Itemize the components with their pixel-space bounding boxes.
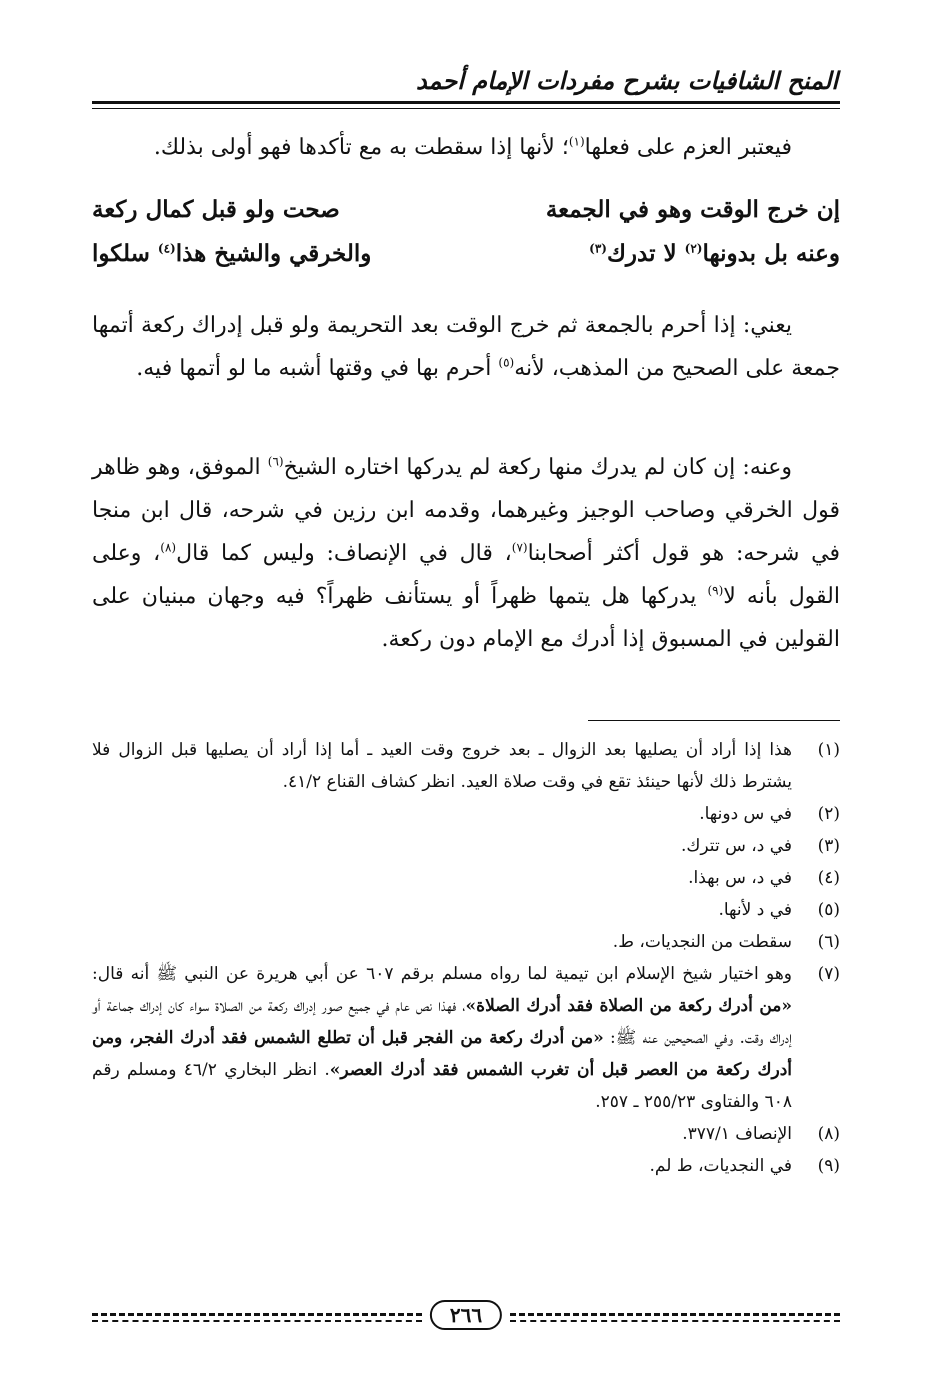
footnote-9 (92, 1150, 840, 1182)
para3-text-c: ، قال في الإنصاف: وليس كما قال (176, 541, 512, 566)
footnote-7-text-e: . انظر البخاري ٤٦/٢ ومسلم رقم ٦٠٨ والفتاوى ٢٥٥/٢٣ ـ ٢٥٧. (92, 1060, 792, 1112)
footnote-number: (٦) (817, 932, 840, 952)
footnote-7-text-c: ، فهذا نص عام في جميع صور إدراك ركعة من الصلاة سواء كان إدراك جماعة أو إدراك وقت. وفي الصحيحين عنه ﷺ: (92, 996, 792, 1048)
footnote-number: (٣) (817, 836, 840, 856)
footnote-ref-4: (٤) (157, 241, 176, 256)
hadith-quote-2: «من أدرك ركعة من الفجر قبل أن تطلع الشمس فقد أدرك الفجر، ومن أدرك ركعة من العصر قبل أن تغرب الشمس فقد أدرك العصر» (92, 1028, 792, 1080)
footnote-7 (92, 958, 840, 1118)
verse-block (92, 196, 840, 284)
footnote-text: الإنصاف ٣٧٧/١. (682, 1124, 792, 1144)
para1-text-a: فيعتبر العزم على فعلها (584, 135, 792, 160)
footnote-ref-5: (٥) (498, 355, 515, 370)
hadith-quote-1: «من أدرك ركعة من الصلاة فقد أدرك الصلاة» (465, 996, 792, 1016)
footnote-4 (92, 862, 840, 894)
footnote-text: في د، س بهذا. (688, 868, 792, 888)
page-number: ٢٦٦ (430, 1300, 502, 1330)
para3-text-b: الموفق، وهو ظاهر قول الخرقي وصاحب الوجيز وغيرهما، وقدمه ابن رزين في شرحه، قال ابن منجا في شرحه: هو قول أكثر أصحابنا (92, 455, 841, 566)
verse-2-left-text-a: والخرقي والشيخ هذا (175, 240, 372, 267)
para2-text-b: أحرم بها في وقتها أشبه ما لو أتمها فيه. (136, 356, 499, 381)
footnote-separator (588, 720, 840, 721)
running-header: المنح الشافيات بشرح مفردات الإمام أحمد (415, 66, 838, 95)
header-rule-thick (92, 101, 840, 104)
para1-text-b: ؛ لأنها إذا سقطت به مع تأكدها فهو أولى بذلك. (153, 135, 569, 160)
page-footer (92, 1300, 840, 1330)
footnote-5 (92, 894, 840, 926)
footnote-2 (92, 798, 840, 830)
footnote-ref-6: (٦) (267, 454, 284, 469)
footer-dashed-rule-right-lower (510, 1320, 840, 1322)
footnote-text (92, 958, 792, 1118)
footnote-text: سقطت من النجديات، ط. (612, 932, 792, 952)
footnote-1 (92, 734, 840, 798)
verse-1-right-hemistich: إن خرج الوقت وهو في الجمعة (545, 196, 840, 223)
para3-text-a: وعنه: إن كان لم يدرك منها ركعة لم يدركها اختاره الشيخ (283, 455, 793, 480)
para3-text-d: ، وعلى القول بأنه لا (92, 541, 840, 609)
footnote-ref-3: (٣) (589, 241, 607, 256)
footer-dashed-rule-right (510, 1313, 840, 1316)
verse-2-right-text-b: لا تدرك (606, 240, 685, 267)
footnote-number: (١) (817, 740, 840, 760)
verse-2-right-text-a: وعنه بل بدونها (702, 240, 840, 267)
verse-2-right-hemistich (589, 240, 840, 267)
footnote-ref-9: (٩) (707, 583, 724, 598)
footnote-7-text-a: وهو اختيار شيخ الإسلام ابن تيمية لما رواه مسلم برقم ٦٠٧ عن أبي هريرة عن النبي ﷺ أنه قال: (92, 964, 792, 984)
verse-2-left-hemistich (92, 240, 371, 267)
footnote-6 (92, 926, 840, 958)
footnote-ref-1: (١) (568, 134, 585, 149)
footnotes (92, 734, 840, 1182)
para3-text-e: يدركها هل يتمها ظهراً أو يستأنف ظهراً؟ فيه وجهان مبنيان على القولين في المسبوق إذا أدرك مع الإمام دون ركعة. (92, 584, 840, 652)
footnote-number: (٩) (817, 1156, 840, 1176)
paragraph-3 (92, 446, 840, 661)
footnote-ref-8: (٨) (160, 540, 177, 555)
footnote-text: في النجديات، ط لم. (649, 1156, 792, 1176)
footnote-text: في د، س تترك. (681, 836, 792, 856)
footer-dashed-rule-left-lower (92, 1320, 422, 1322)
footnote-number: (٢) (817, 804, 840, 824)
footnote-ref-2: (٢) (684, 241, 703, 256)
verse-line-2 (92, 240, 840, 284)
verse-2-left-text-b: سلكوا (92, 240, 158, 267)
para2-text-a: يعني: إذا أحرم بالجمعة ثم خرج الوقت بعد التحريمة ولو قبل إدراك ركعة أتمها جمعة على الصحيح من المذهب، لأنه (92, 313, 840, 381)
footnote-text: في س دونها. (699, 804, 792, 824)
verse-1-left-hemistich: صحت ولو قبل كمال ركعة (92, 196, 340, 223)
footnote-8 (92, 1118, 840, 1150)
paragraph-1 (92, 126, 840, 169)
footnote-number: (٧) (817, 964, 840, 984)
paragraph-2 (92, 304, 840, 390)
verse-line-1 (92, 196, 840, 240)
footnote-3 (92, 830, 840, 862)
footnote-number: (٨) (817, 1124, 840, 1144)
footnote-number: (٤) (817, 868, 840, 888)
footnote-number: (٥) (817, 900, 840, 920)
footnote-text: هذا إذا أراد أن يصليها بعد الزوال ـ بعد خروج وقت العيد ـ أما إذا أراد أن يصليها قبل الزوال فلا يشترط ذلك لأنها حينئذ تقع في وقت صلاة العيد. انظر كشاف القناع ٤١/٢. (92, 740, 792, 792)
footer-dashed-rule-left (92, 1313, 422, 1316)
footnote-ref-7: (٧) (511, 540, 528, 555)
footnote-text: في د لأنها. (718, 900, 792, 920)
header-rule-thin (92, 108, 840, 109)
